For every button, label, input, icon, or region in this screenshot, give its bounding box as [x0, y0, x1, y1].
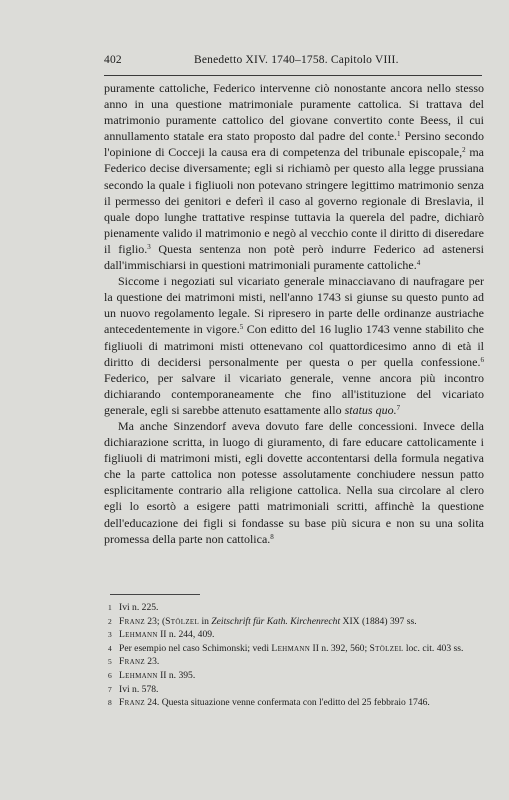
footnote-text: Ivi n. 578.: [119, 683, 159, 695]
footnote: [104, 642, 484, 656]
footnotes: [104, 601, 484, 710]
footnote-ref: 1: [396, 130, 401, 139]
footnote-text: Ivi n. 225.: [119, 602, 159, 613]
footnote: [104, 655, 484, 669]
footnote-text: in: [199, 615, 212, 627]
footnote-ref: 6: [480, 355, 484, 364]
text-run: puramente cattoliche, Federico intervenne ciò nonostante ancora nello stesso anno in una questione matrimoniale puramente cattolica. Si trattava del matrimonio puramente cattolico del giovane convertito conte Beess, il cui annullamento statale era stato proposto dal padre del conte.: [104, 81, 484, 144]
page-number: 402: [104, 54, 122, 66]
paragraph: [104, 80, 484, 273]
footnote-text: 24. Questa situazione venne confermata con l'editto del 25 febbraio 1746.: [144, 697, 430, 709]
journal-title: Zeitschrift für Kath. Kirchenrecht: [211, 615, 341, 627]
paragraph: [104, 418, 484, 547]
footnote-text: 23; (: [144, 615, 166, 627]
author-name: Franz: [119, 697, 145, 709]
running-title: Benedetto XIV. 1740–1758. Capitolo VIII.: [194, 54, 399, 66]
footnote-number: 3: [108, 630, 112, 640]
footnote-number: 5: [108, 657, 112, 667]
author-name: Lehmann: [271, 642, 311, 654]
text-run: Federico, per salvare il vicariato generale, venne ancora più incontro dichiarando contemporaneamente che fino all'istituzione del vicariato generale, egli si sarebbe attenuto esattamente allo: [104, 370, 484, 417]
footnote-text: XIX (1884) 397 ss.: [340, 615, 417, 627]
footnote: [104, 696, 484, 710]
author-name: Franz: [119, 615, 145, 627]
footnote-text: II n. 392, 560;: [310, 642, 370, 654]
footnote: [104, 615, 484, 629]
body-text: [104, 80, 484, 547]
footnote-number: 2: [108, 616, 112, 626]
footnote-number: 8: [108, 698, 112, 708]
footnote-ref: 8: [270, 532, 274, 541]
footnote-text: II n. 244, 409.: [157, 629, 215, 641]
header-rule: [104, 75, 482, 76]
footnote-rule: [110, 594, 200, 595]
footnote-ref: 7: [396, 403, 401, 412]
text-run: Con editto del 16 luglio 1743 venne stabilito che figliuoli di matrimoni misti ottenevano col quattordicesimo anno di età il diritto di decidersi personalmente per questa o per quella confessione.: [104, 322, 485, 369]
footnote-text: 23.: [144, 656, 160, 668]
footnote-ref: 2: [462, 146, 466, 155]
footnote-text: II n. 395.: [157, 669, 196, 681]
footnote-number: 1: [108, 603, 112, 612]
text-run: ma Federico decise diversamente; egli si richiamò per questo alla legge prussiana secondo la quale i figliuoli non potevano stringere legittimo matrimonio senza il permesso dei genitori e deferì il caso al governo regionale di Breslavia, il quale dopo lunghe trattative respinse tuttavia la querela del padre, dichiarò pienamente valido il matrimonio e negò al vecchio conte il diritto di diseredare il figlio.: [104, 145, 484, 256]
author-name: Stölzel: [369, 642, 404, 654]
author-name: Lehmann: [119, 629, 158, 641]
text-run: Questa sentenza non potè però indurre Federico ad astenersi dall'immischiarsi in questioni matrimoniali puramente cattoliche.: [104, 241, 484, 273]
footnote-number: 7: [108, 684, 112, 694]
footnote-ref: 4: [416, 259, 421, 268]
text-run: Persino secondo l'opinione di Cocceji la causa era di competenza del tribunale episcopale,: [104, 129, 484, 160]
author-name: Lehmann: [119, 669, 158, 681]
footnote: [104, 628, 484, 642]
paragraph: [104, 273, 484, 418]
author-name: Franz: [119, 656, 145, 668]
footnote-number: 6: [108, 670, 112, 680]
italic-text: status quo.: [344, 402, 397, 417]
footnote-number: 4: [108, 643, 112, 653]
footnote-text: loc. cit. 403 ss.: [403, 642, 464, 654]
footnote: [104, 683, 484, 697]
text-run: Siccome i negoziati sul vicariato generale minacciavano di naufragare per la questione dei matrimoni misti, nell'anno 1743 si giunse su questo punto ad un nuovo regolamento legale. Si ripresero in parte delle ordinanze austriache antecedentemente in vigore.: [104, 274, 484, 337]
footnote-ref: 5: [239, 323, 244, 332]
author-name: Stölzel: [165, 615, 200, 627]
footnote-text: Per esempio nel caso Schimonski; vedi: [119, 642, 272, 654]
footnote-ref: 3: [147, 242, 151, 251]
footnote: [104, 669, 484, 683]
footnote: [104, 601, 484, 615]
text-run: Ma anche Sinzendorf aveva dovuto fare delle concessioni. Invece della dichiarazione scritta, in luogo di giuramento, di fare educare cattolicamente i figliuoli di matrimoni misti, egli dovette accontentarsi della formula negativa che la parte cattolica non potesse assolutamente conchiudere nessun patto esplicitamente contrario alla religione cattolica. Nella sua circolare al clero egli lo esortò a esigere patti matrimoniali scritti, affinchè la questione dell'educazione dei figli si fondasse su base più sicura e non su una solita promessa della parte non cattolica.: [104, 418, 484, 546]
